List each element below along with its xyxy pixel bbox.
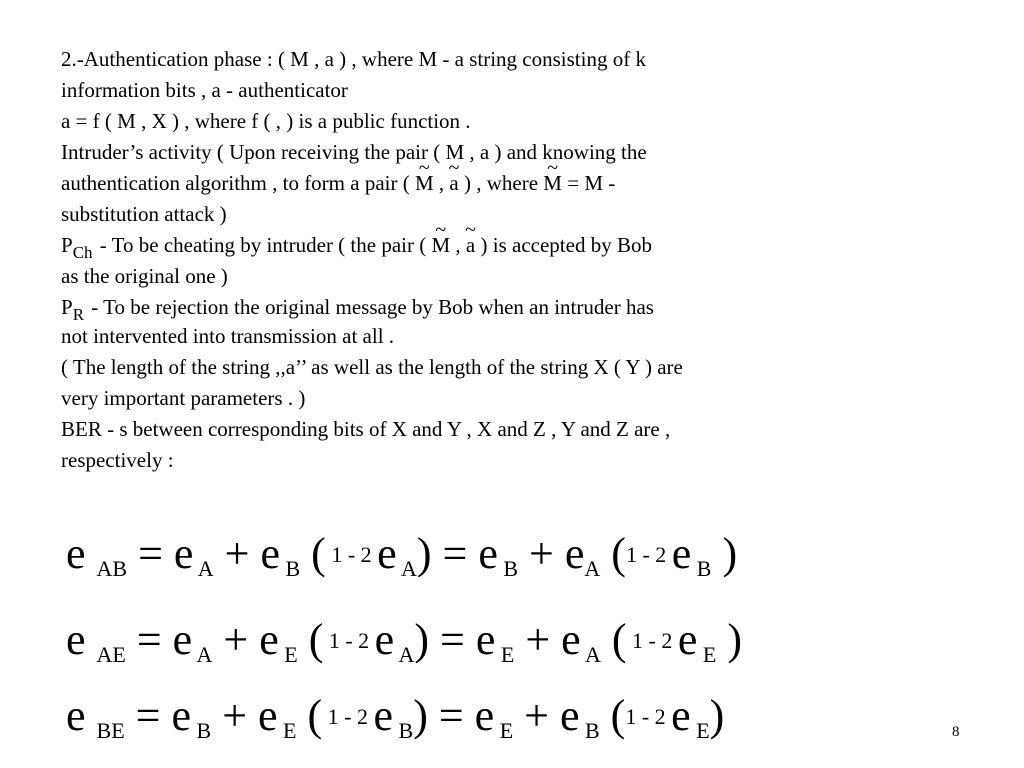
text-line-13: BER - s between corresponding bits of X and Y , X and Z , Y and Z are , <box>61 417 671 441</box>
eq-ab-t7: ( <box>600 529 626 578</box>
eq-ae-t8: e <box>677 615 698 664</box>
text-line-1: 2.-Authentication phase : ( M , a ) , where M - a string consisting of k <box>61 47 646 71</box>
eq-ab-s4: B <box>497 556 519 581</box>
m-tilde-2: ~ M <box>543 168 562 198</box>
text-line-9 <box>61 292 654 324</box>
m-tilde-3: ~ M <box>431 230 450 260</box>
text-line-6: substitution attack ) <box>61 202 227 226</box>
eq-be-s2: E <box>277 718 297 743</box>
text-line-7-a: - To be cheating by intruder ( the pair ( <box>94 233 432 257</box>
eq-be-s4: E <box>494 718 514 743</box>
eq-ab-t2: + e <box>213 529 280 578</box>
eq-be-s5: B <box>579 718 600 743</box>
eq-ae-s2: E <box>278 642 298 667</box>
eq-ae-t2: + e <box>212 615 279 664</box>
eq-ab-s3: A <box>396 556 417 581</box>
eq-ab-c1: 1 - 2 <box>325 542 378 567</box>
eq-ab-lhs-e: e <box>66 529 97 578</box>
text-line-3: a = f ( M , X ) , where f ( , ) is a public function . <box>61 109 471 133</box>
eq-be-t1: = e <box>124 691 191 740</box>
eq-be-s6: E <box>690 718 710 743</box>
eq-ae-c1: 1 - 2 <box>323 628 375 653</box>
text-line-7-comma: , <box>450 233 466 257</box>
eq-ab-t3: ( <box>300 529 326 578</box>
eq-ab-s5: A <box>584 556 601 581</box>
text-line-12: very important parameters . ) <box>61 386 306 410</box>
p-r-symbol: P <box>61 295 73 319</box>
eq-ab-t4: e <box>377 529 397 578</box>
eq-be-c2: 1 - 2 <box>625 704 672 729</box>
eq-ab-t1: = e <box>127 529 194 578</box>
p-ch-symbol: P <box>61 233 73 257</box>
eq-ab-t6: + e <box>518 529 585 578</box>
text-line-14: respectively : <box>61 448 174 472</box>
eq-ab-t5: ) = e <box>416 529 498 578</box>
eq-ae-lhs-sub: AE <box>96 642 126 667</box>
eq-ab-lhs-sub: AB <box>96 556 128 581</box>
eq-be-lhs-sub: BE <box>96 718 125 743</box>
eq-ae-t7: ( <box>600 615 627 664</box>
equation-ab <box>66 524 737 591</box>
a-tilde-2: ~ a <box>466 230 475 260</box>
eq-ae-s6: E <box>697 642 717 667</box>
text-line-10: not intervented into transmission at all . <box>61 324 395 348</box>
eq-be-c1: 1 - 2 <box>322 704 374 729</box>
text-line-5 <box>61 168 615 198</box>
text-line-2: information bits , a - authenticator <box>61 78 348 102</box>
eq-ae-t6: + e <box>514 615 581 664</box>
eq-ae-c2: 1 - 2 <box>626 628 678 653</box>
eq-be-t9: ) <box>709 691 725 740</box>
text-line-5-b: ) , where <box>458 171 544 195</box>
eq-be-t4: e <box>373 691 393 740</box>
eq-be-t2: + e <box>211 691 278 740</box>
text-line-9-a: - To be rejection the original message by Bob when an intruder has <box>86 295 654 319</box>
eq-ae-t5: ) = e <box>414 615 496 664</box>
text-line-8: as the original one ) <box>61 264 228 288</box>
text-line-7 <box>61 230 652 262</box>
eq-ae-t9: ) <box>716 615 742 664</box>
eq-be-t5: ) = e <box>413 691 495 740</box>
eq-ae-lhs-e: e <box>66 615 97 664</box>
eq-be-t8: e <box>671 691 691 740</box>
p-r-subscript: R <box>72 305 85 324</box>
eq-ae-s5: A <box>580 642 601 667</box>
eq-be-t6: + e <box>513 691 580 740</box>
p-ch-subscript: Ch <box>72 243 93 262</box>
eq-be-lhs-e: e <box>66 691 97 740</box>
eq-ae-s4: E <box>495 642 515 667</box>
eq-ae-s3: A <box>394 642 415 667</box>
text-line-5-a: authentication algorithm , to form a pair ( <box>61 171 410 195</box>
eq-ab-t9: ) <box>711 529 738 578</box>
eq-ae-t1: = e <box>125 615 193 664</box>
eq-ab-s1: A <box>193 556 214 581</box>
eq-ab-t8: e <box>671 529 692 578</box>
text-line-4: Intruder’s activity ( Upon receiving the pair ( M , a ) and knowing the <box>61 140 647 164</box>
equation-be <box>66 686 724 753</box>
eq-be-s3: B <box>393 718 414 743</box>
eq-ab-s2: B <box>279 556 301 581</box>
text-line-11: ( The length of the string ,,a’’ as well as the length of the string X ( Y ) are <box>61 355 683 379</box>
eq-ae-t4: e <box>374 615 395 664</box>
eq-be-s1: B <box>191 718 212 743</box>
eq-ab-c2: 1 - 2 <box>625 542 672 567</box>
eq-be-t7: ( <box>599 691 626 740</box>
text-line-5-comma: , <box>433 171 450 195</box>
eq-ab-s6: B <box>691 556 712 581</box>
text-line-7-b: ) is accepted by Bob <box>475 233 652 257</box>
equation-ae <box>66 610 742 677</box>
eq-ae-t3: ( <box>297 615 324 664</box>
eq-ae-s1: A <box>192 642 213 667</box>
a-tilde-1: ~ a <box>449 168 458 198</box>
m-tilde-1: ~ M <box>415 168 434 198</box>
text-line-5-c: = M - <box>561 171 616 195</box>
page-number: 8 <box>952 724 960 740</box>
eq-be-t3: ( <box>296 691 323 740</box>
